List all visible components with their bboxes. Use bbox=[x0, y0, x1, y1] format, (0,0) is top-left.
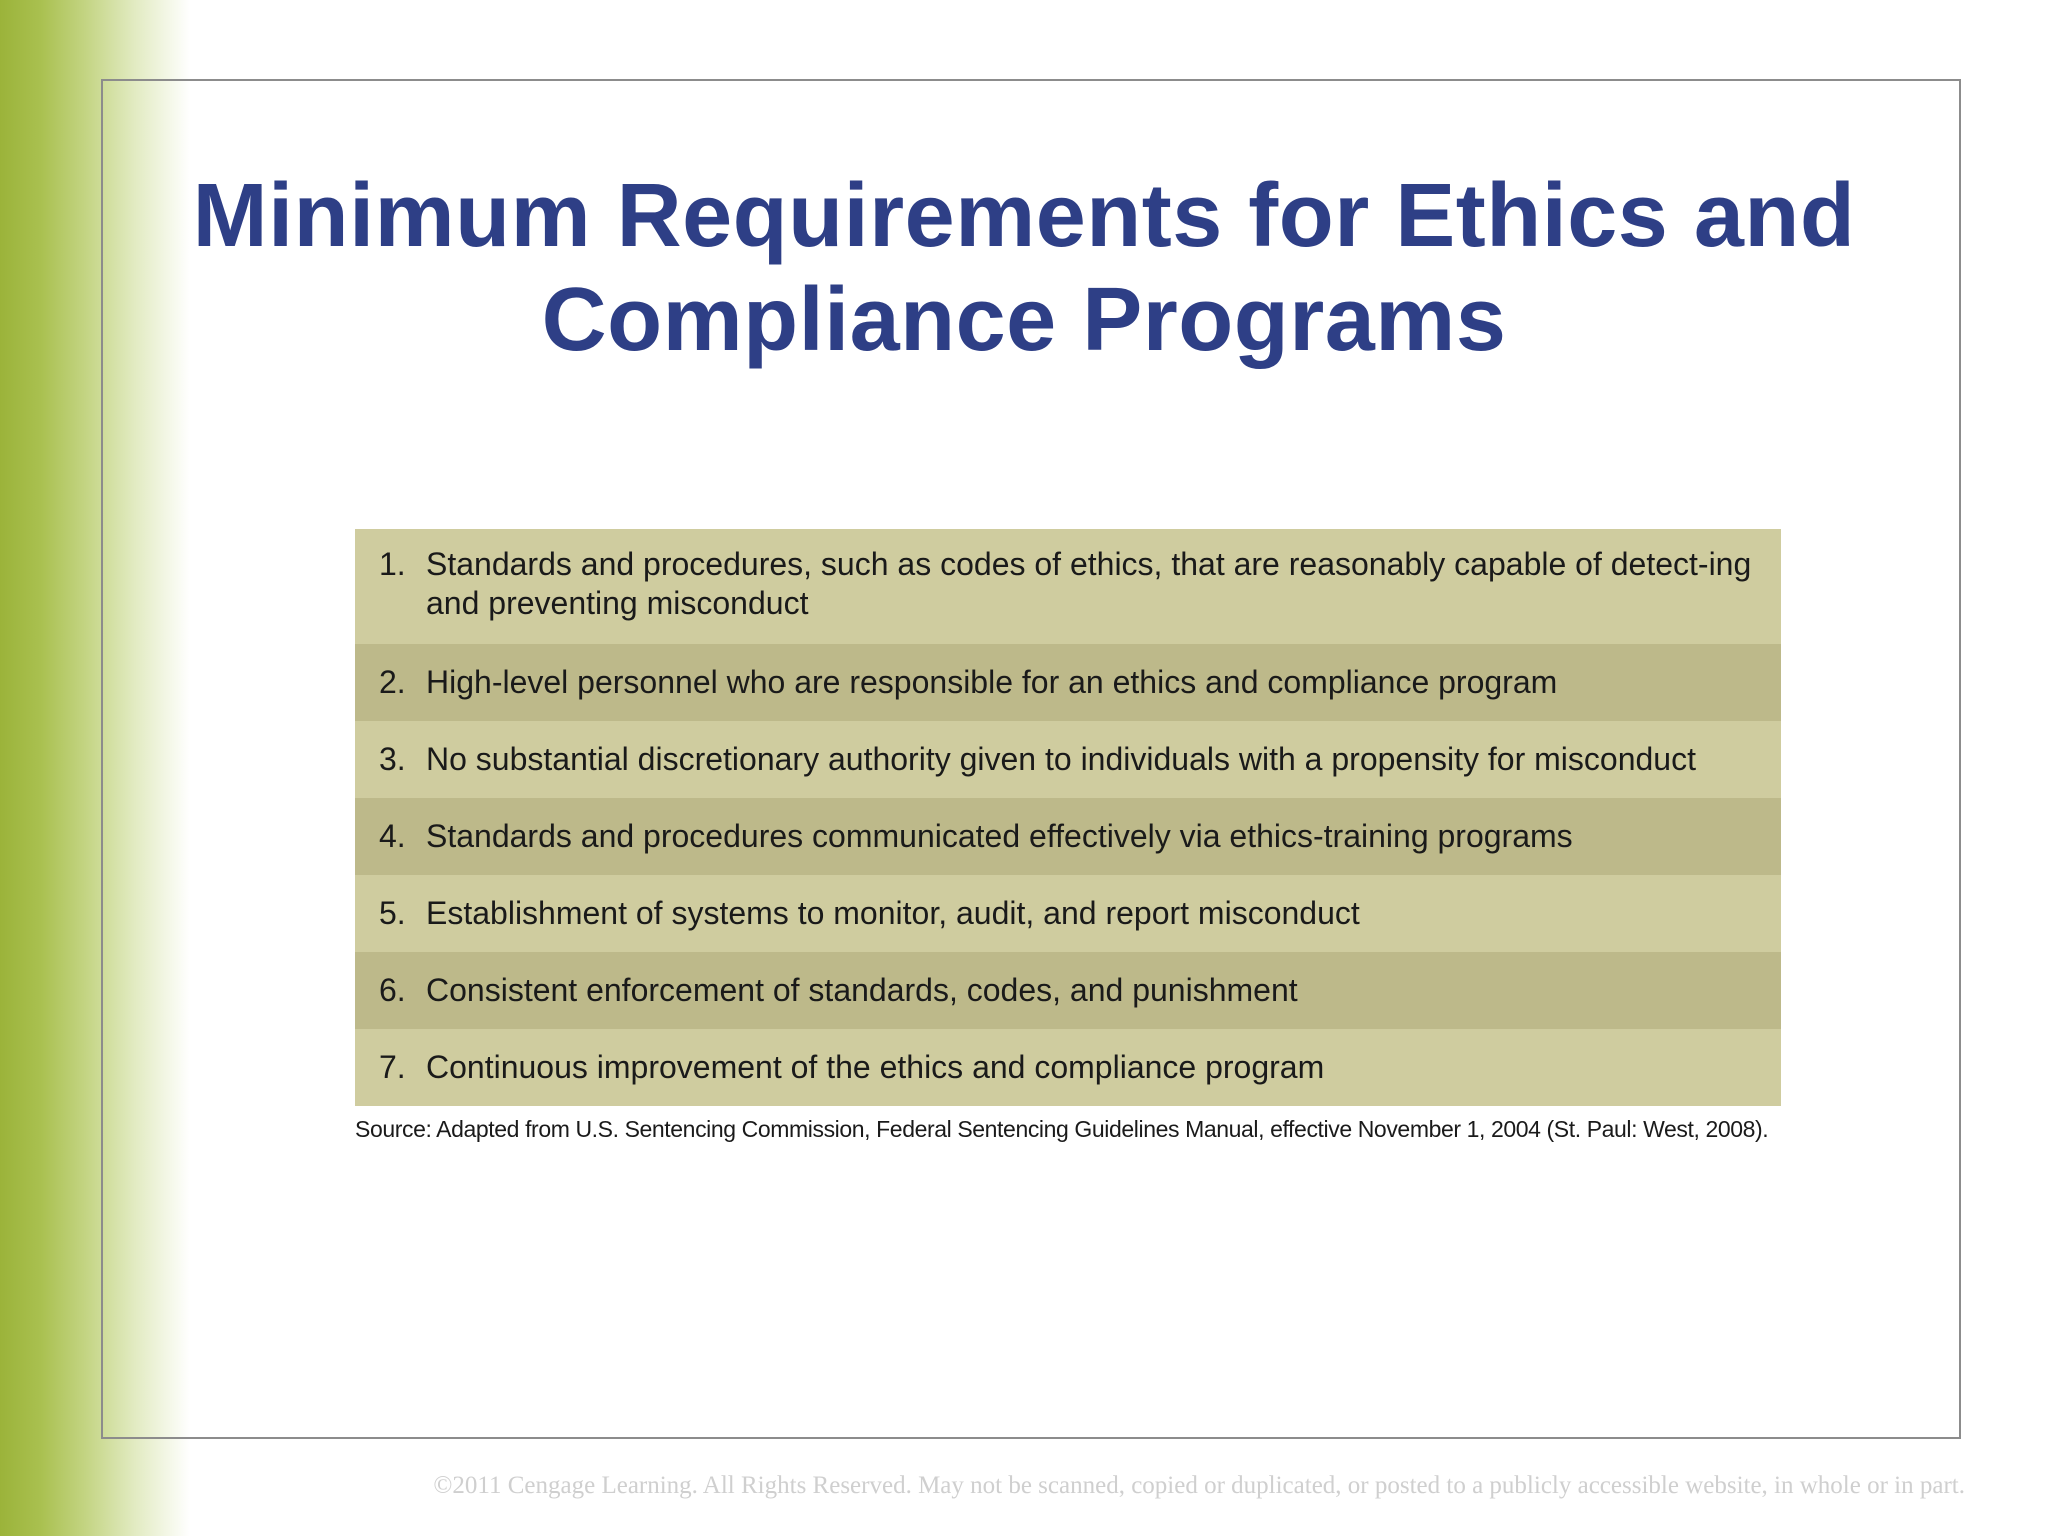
row-number: 1. bbox=[379, 546, 406, 582]
row-text: No substantial discretionary authority given to individuals with a propensity for misconduct bbox=[426, 741, 1696, 777]
table-row bbox=[355, 529, 1781, 644]
table-row bbox=[355, 875, 1781, 952]
table-row bbox=[355, 798, 1781, 875]
row-text: Establishment of systems to monitor, audit, and report misconduct bbox=[426, 895, 1360, 931]
row-text: Standards and procedures, such as codes of ethics, that are reasonably capable of detect-ing and preventing misconduct bbox=[426, 546, 1752, 621]
source-citation: Source: Adapted from U.S. Sentencing Commission, Federal Sentencing Guidelines Manual, effective November 1, 2004 (St. Paul: West, 2008). bbox=[355, 1116, 1769, 1142]
row-text: Standards and procedures communicated effectively via ethics-training programs bbox=[426, 818, 1573, 854]
slide-title: Minimum Requirements for Ethics and Compliance Programs bbox=[192, 166, 1856, 370]
row-number: 6. bbox=[379, 972, 406, 1008]
row-number: 7. bbox=[379, 1049, 406, 1085]
table-row bbox=[355, 952, 1781, 1029]
row-number: 4. bbox=[379, 818, 406, 854]
table-row bbox=[355, 1029, 1781, 1106]
row-number: 2. bbox=[379, 664, 406, 700]
row-number: 3. bbox=[379, 741, 406, 777]
row-text: Consistent enforcement of standards, codes, and punishment bbox=[426, 972, 1298, 1008]
requirements-table bbox=[355, 529, 1781, 1106]
copyright-notice: ©2011 Cengage Learning. All Rights Reserved. May not be scanned, copied or duplicated, or posted to a publicly accessible website, in whole or in part. bbox=[433, 1472, 1965, 1499]
row-text: High-level personnel who are responsible for an ethics and compliance program bbox=[426, 664, 1558, 700]
table-row bbox=[355, 644, 1781, 721]
row-text: Continuous improvement of the ethics and compliance program bbox=[426, 1049, 1325, 1085]
row-number: 5. bbox=[379, 895, 406, 931]
table-row bbox=[355, 721, 1781, 798]
